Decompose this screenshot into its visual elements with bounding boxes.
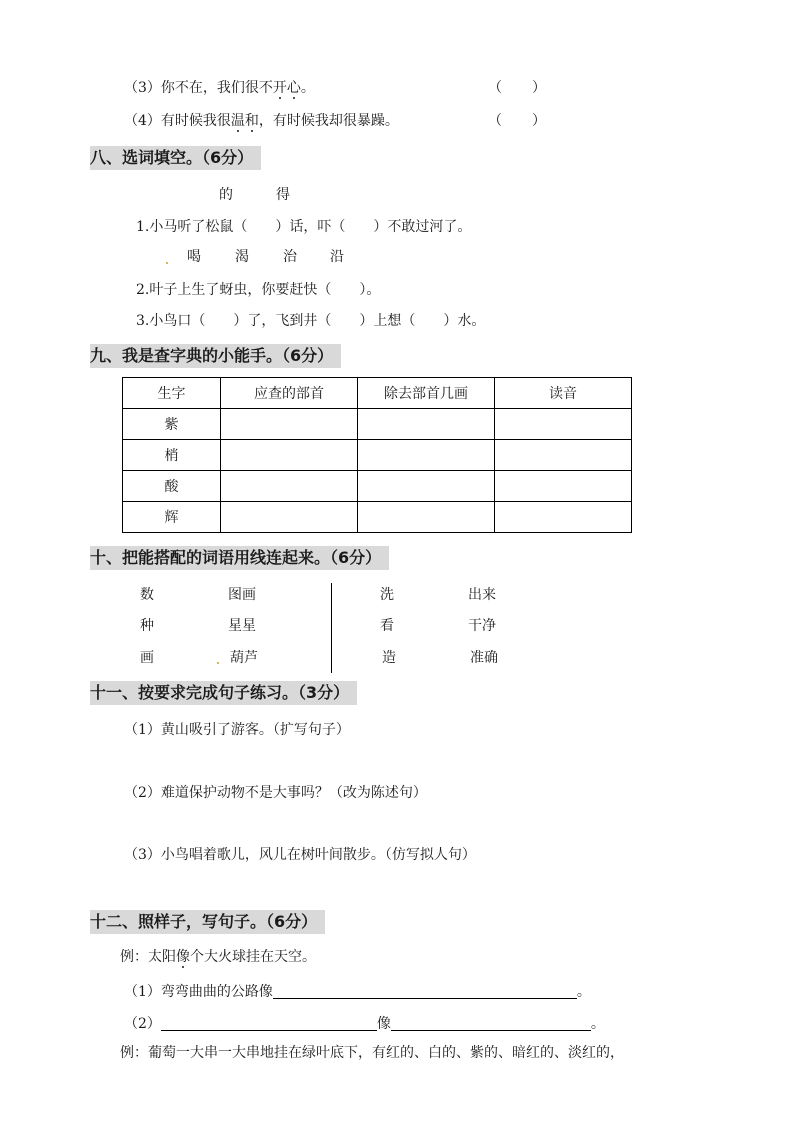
- match-left-word[interactable]: 星星: [228, 618, 256, 634]
- table-row: [123, 409, 632, 440]
- answer-cell[interactable]: [221, 502, 358, 533]
- example-1-pre: 例：太阳: [120, 949, 176, 965]
- match-right-char[interactable]: 洗: [380, 587, 394, 603]
- dictionary-table: [122, 377, 632, 533]
- q7-item-3-dot-char-2: 心: [286, 80, 301, 96]
- fill-line-2: [124, 1016, 605, 1031]
- answer-cell[interactable]: [221, 409, 358, 440]
- answer-cell[interactable]: [358, 409, 495, 440]
- table-header-cell: 除去部首几画: [358, 378, 495, 409]
- answer-blank[interactable]: [391, 1016, 591, 1031]
- answer-cell[interactable]: [495, 409, 632, 440]
- match-right-char[interactable]: 看: [380, 618, 394, 634]
- section-8-sentence-1: 1.小马听了松鼠（ ）话，吓（ ）不敢过河了。: [136, 219, 472, 235]
- word-choice-2-1: 喝: [187, 249, 201, 265]
- section-11-item-3: （3）小鸟唱着歌儿，风儿在树叶间散步。（仿写拟人句）: [124, 847, 476, 863]
- q7-item-4-dot-char-2: 和: [244, 113, 259, 129]
- word-choice-2-2: 渴: [235, 249, 249, 265]
- answer-cell[interactable]: [358, 471, 495, 502]
- section-8-heading: 八、选词填空。（6分）: [90, 146, 261, 170]
- q7-item-4-pre: （4）有时候我很: [124, 113, 231, 129]
- answer-cell[interactable]: [221, 440, 358, 471]
- word-choice-de-2: 得: [276, 187, 290, 203]
- section-8-sentence-2: 2.叶子上生了蚜虫，你要赶快（ ）。: [136, 282, 381, 298]
- fill-line-1-pre: （1）弯弯曲曲的公路像: [124, 984, 273, 1000]
- section-9-heading: 九、我是查字典的小能手。（6分）: [90, 344, 341, 368]
- word-choice-2-3: 治: [283, 249, 297, 265]
- table-char-cell: 梢: [123, 440, 221, 471]
- table-char-cell: 紫: [123, 409, 221, 440]
- q7-item-4-dot-char-1: 温: [230, 113, 245, 129]
- q7-item-3-dot-char-1: 开: [272, 80, 287, 96]
- table-char-cell: 辉: [123, 502, 221, 533]
- match-right-word[interactable]: 干净: [468, 618, 496, 634]
- example-sentence-2: 例：葡萄一大串一大串地挂在绿叶底下，有红的、白的、紫的、暗红的、淡红的，: [120, 1045, 624, 1061]
- match-right-char[interactable]: 造: [382, 650, 396, 666]
- word-choice-de-1: 的: [219, 187, 233, 203]
- answer-cell[interactable]: [221, 471, 358, 502]
- match-left-char[interactable]: 种: [140, 618, 154, 634]
- match-left-word[interactable]: 图画: [228, 587, 256, 603]
- match-right-word[interactable]: 准确: [470, 650, 498, 666]
- fill-line-2-pre: （2）: [124, 1016, 161, 1032]
- q7-item-3-answer-paren[interactable]: （ ）: [488, 80, 546, 96]
- stray-mark: [217, 662, 219, 664]
- section-11-heading: 十一、按要求完成句子练习。（3分）: [90, 681, 357, 705]
- table-char-cell: 酸: [123, 471, 221, 502]
- fill-line-1-end: 。: [576, 984, 591, 1000]
- table-row: [123, 440, 632, 471]
- table-header-cell: 应查的部首: [221, 378, 358, 409]
- q7-item-3: [124, 81, 315, 95]
- example-1-post: 个大火球挂在天空。: [190, 949, 316, 965]
- table-header-cell: 读音: [495, 378, 632, 409]
- q7-item-3-pre: （3）你不在，我们很不: [124, 80, 273, 96]
- answer-cell[interactable]: [358, 440, 495, 471]
- fill-line-2-mid: 像: [376, 1016, 391, 1032]
- q7-item-3-post: 。: [300, 80, 315, 96]
- table-header-cell: 生字: [123, 378, 221, 409]
- answer-cell[interactable]: [495, 471, 632, 502]
- match-left-word[interactable]: 葫芦: [230, 650, 258, 666]
- answer-cell[interactable]: [495, 502, 632, 533]
- table-row: [123, 502, 632, 533]
- section-11-item-2: （2）难道保护动物不是大事吗？（改为陈述句）: [124, 785, 427, 801]
- section-10-heading: 十、把能搭配的词语用线连起来。（6分）: [90, 546, 389, 570]
- section-12-heading: 十二、照样子，写句子。（6分）: [90, 910, 325, 934]
- q7-item-4-post: ，有时候我却很暴躁。: [258, 113, 399, 129]
- column-divider: [331, 583, 332, 673]
- section-11-item-1: （1）黄山吸引了游客。（扩写句子）: [124, 722, 350, 738]
- word-choice-2-4: 沿: [330, 249, 344, 265]
- answer-blank[interactable]: [161, 1016, 377, 1031]
- match-left-char[interactable]: 数: [140, 587, 154, 603]
- example-1-dot-char: 像: [176, 949, 190, 965]
- answer-cell[interactable]: [358, 502, 495, 533]
- q7-item-4-answer-paren[interactable]: （ ）: [488, 113, 546, 129]
- stray-mark: [166, 262, 168, 264]
- fill-line-2-end: 。: [590, 1016, 605, 1032]
- example-sentence-1: [120, 950, 316, 964]
- table-header-row: [123, 378, 632, 409]
- answer-blank[interactable]: [273, 984, 577, 999]
- fill-line-1: [124, 984, 591, 999]
- q7-item-4: [124, 114, 399, 128]
- answer-cell[interactable]: [495, 440, 632, 471]
- section-8-sentence-3: 3.小鸟口（ ）了，飞到井（ ）上想（ ）水。: [136, 313, 486, 329]
- match-left-char[interactable]: 画: [140, 650, 154, 666]
- match-right-word[interactable]: 出来: [468, 587, 496, 603]
- table-row: [123, 471, 632, 502]
